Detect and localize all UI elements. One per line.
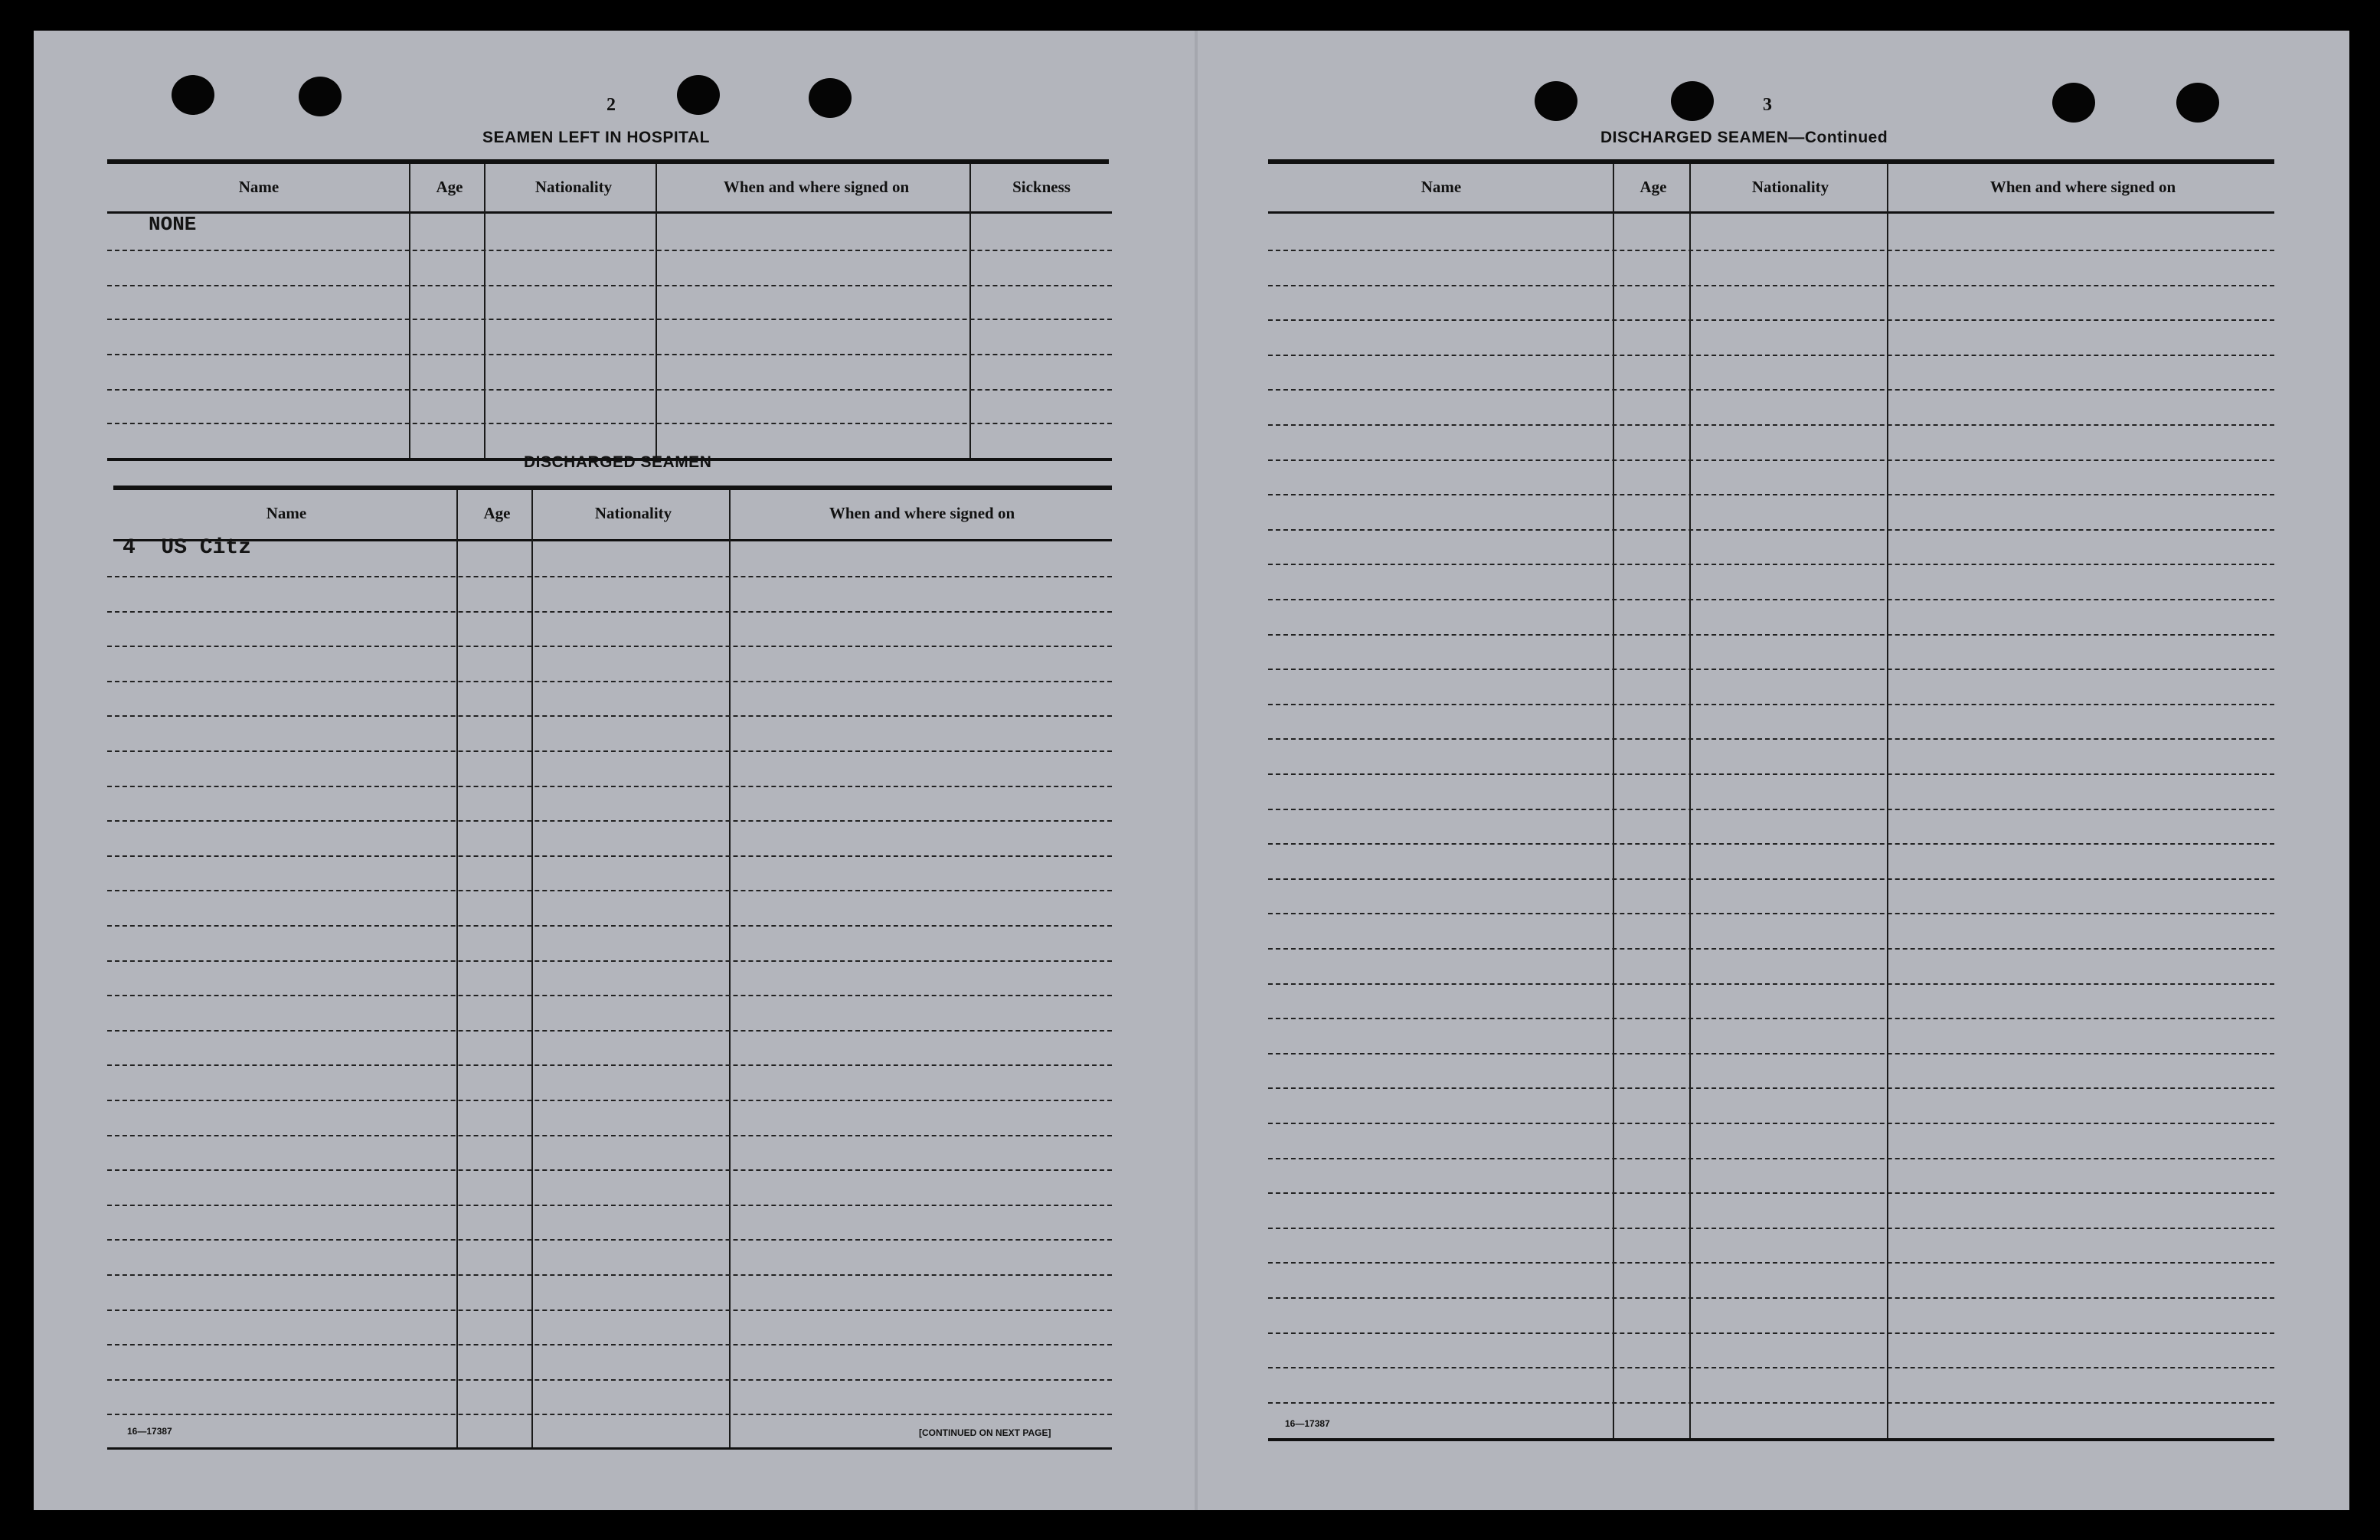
entry-line [107, 1205, 1112, 1206]
column-divider [484, 164, 485, 459]
entry-line [1268, 319, 2274, 321]
punch-hole [2052, 83, 2095, 123]
entry-line [1268, 738, 2274, 740]
discharged-continued-title [1600, 129, 1888, 147]
hospital-entry-text: NONE [149, 213, 197, 236]
bottom-rule [1268, 1438, 2274, 1441]
entry-line [107, 423, 1112, 424]
right-col-name: Name [1420, 178, 1462, 196]
entry-line [1268, 1123, 2274, 1124]
entry-line [1268, 1158, 2274, 1159]
entry-line [107, 285, 1112, 286]
entry-line [1268, 1262, 2274, 1264]
entry-line [1268, 983, 2274, 985]
entry-line [107, 1030, 1112, 1032]
entry-line [107, 389, 1112, 391]
entry-line [107, 1274, 1112, 1276]
entry-line [1268, 1087, 2274, 1089]
entry-line [107, 250, 1112, 251]
entry-line [107, 1414, 1112, 1415]
column-divider [531, 490, 533, 1447]
hospital-col-signed-on: When and where signed on [723, 178, 910, 196]
page-fold [1195, 31, 1198, 1510]
entry-line [107, 646, 1112, 647]
entry-line [107, 1064, 1112, 1066]
title-main: DISCHARGED SEAMEN [1600, 129, 1789, 146]
entry-line [107, 1100, 1112, 1101]
entry-line [1268, 599, 2274, 600]
entry-line [107, 319, 1112, 320]
entry-line [107, 890, 1112, 891]
entry-line [1268, 704, 2274, 705]
entry-line [1268, 1367, 2274, 1368]
bottom-rule [107, 1447, 1112, 1450]
entry-line [1268, 1192, 2274, 1194]
column-divider [456, 490, 458, 1447]
entry-line [1268, 355, 2274, 356]
entry-line [1268, 1053, 2274, 1054]
document-sheet [34, 31, 2349, 1510]
discharged-col-age: Age [483, 504, 511, 522]
entry-line [1268, 459, 2274, 461]
entry-line [107, 681, 1112, 682]
entry-line [107, 611, 1112, 613]
entry-line [1268, 494, 2274, 495]
hospital-section-title: SEAMEN LEFT IN HOSPITAL [482, 129, 710, 146]
entry-line [1268, 250, 2274, 251]
entry-line [107, 576, 1112, 577]
entry-line [1268, 1402, 2274, 1404]
entry-line [107, 750, 1112, 752]
entry-line [1268, 1297, 2274, 1299]
entry-line [107, 1135, 1112, 1136]
entry-line [107, 820, 1112, 822]
entry-line [1268, 285, 2274, 286]
entry-line [1268, 1332, 2274, 1334]
punch-hole [172, 75, 214, 115]
column-divider [729, 490, 731, 1447]
discharged-section-title: DISCHARGED SEAMEN [524, 453, 712, 471]
entry-line [1268, 878, 2274, 880]
discharged-col-nationality: Nationality [594, 504, 672, 522]
entry-line [1268, 1018, 2274, 1019]
entry-line [1268, 843, 2274, 845]
page-number: 3 [1763, 95, 1772, 115]
entry-line [1268, 948, 2274, 950]
continued-note: [CONTINUED ON NEXT PAGE] [919, 1427, 1051, 1438]
entry-line [107, 1169, 1112, 1171]
form-number: 16—17387 [1285, 1418, 1330, 1429]
punch-hole [1671, 81, 1714, 121]
entry-line [1268, 809, 2274, 810]
punch-hole [2176, 83, 2219, 123]
header-underline [113, 539, 1112, 541]
entry-line [107, 855, 1112, 857]
header-underline [1268, 211, 2274, 214]
entry-line [107, 960, 1112, 962]
column-divider [409, 164, 410, 459]
entry-line [107, 925, 1112, 927]
punch-hole [809, 78, 852, 118]
discharged-col-name: Name [266, 504, 307, 522]
right-col-signed-on: When and where signed on [1989, 178, 2176, 196]
punch-hole [677, 75, 720, 115]
header-rule [113, 486, 1112, 490]
right-col-nationality: Nationality [1751, 178, 1829, 196]
title-suffix: —Continued [1788, 129, 1888, 146]
form-number: 16—17387 [127, 1426, 172, 1437]
right-col-age: Age [1640, 178, 1667, 196]
header-rule [1268, 159, 2274, 164]
entry-line [107, 715, 1112, 717]
entry-line [107, 995, 1112, 996]
punch-hole [299, 77, 342, 116]
hospital-col-age: Age [436, 178, 463, 196]
entry-line [1268, 1228, 2274, 1229]
entry-line [1268, 389, 2274, 391]
header-underline [107, 211, 1112, 214]
discharged-entry-text: 4 US Citz [123, 536, 252, 560]
hospital-col-sickness: Sickness [1012, 178, 1071, 196]
entry-line [1268, 773, 2274, 775]
entry-line [1268, 669, 2274, 670]
entry-line [1268, 913, 2274, 914]
entry-line [1268, 634, 2274, 636]
header-rule [107, 159, 1109, 164]
entry-line [107, 1309, 1112, 1311]
entry-line [107, 1344, 1112, 1345]
entry-line [107, 1379, 1112, 1381]
discharged-col-signed-on: When and where signed on [829, 504, 1015, 522]
page-number: 2 [606, 95, 616, 115]
hospital-col-name: Name [238, 178, 280, 196]
entry-line [1268, 564, 2274, 565]
entry-line [107, 1239, 1112, 1241]
hospital-col-nationality: Nationality [535, 178, 613, 196]
entry-line [1268, 424, 2274, 426]
entry-line [107, 786, 1112, 787]
entry-line [107, 354, 1112, 355]
entry-line [1268, 529, 2274, 531]
punch-hole [1535, 81, 1577, 121]
column-divider [655, 164, 657, 459]
column-divider [969, 164, 971, 459]
